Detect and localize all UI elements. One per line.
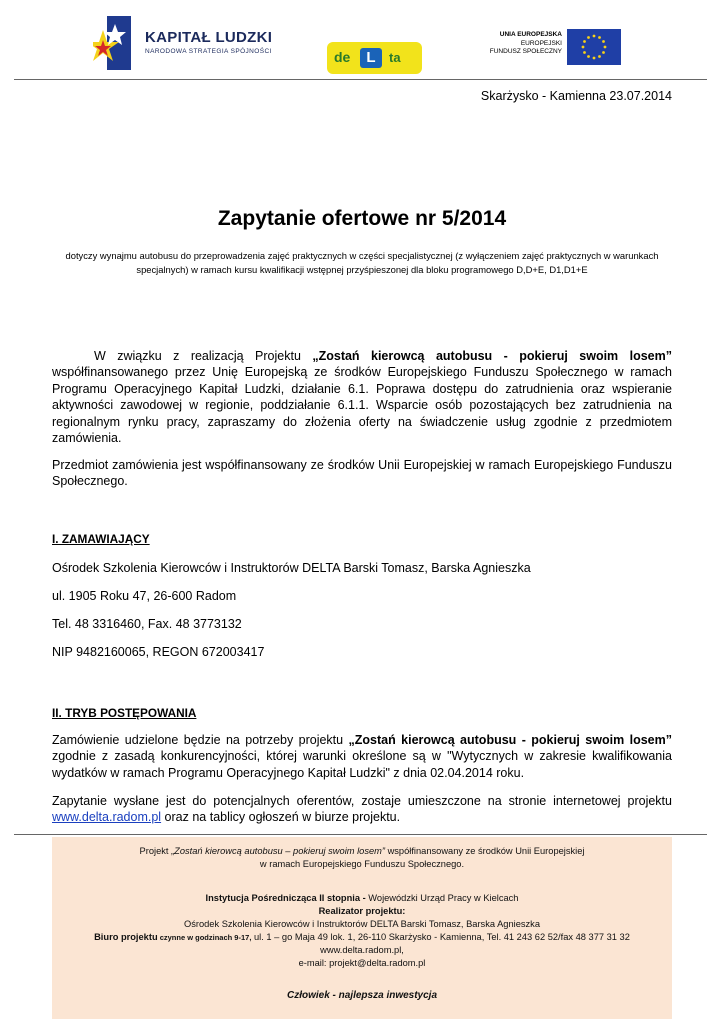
eu-flag-icon — [567, 29, 621, 65]
footer-office-label: Biuro projektu — [94, 932, 158, 942]
footer-realizator-name: Ośrodek Szkolenia Kierowców i Instruktorów DELTA Barski Tomasz, Barska Agnieszka — [183, 919, 540, 929]
intro-paragraph — [52, 348, 672, 446]
footer-institution-label: Instytucja Pośrednicząca II stopnia - — [205, 893, 366, 903]
publication-text-rest: oraz na tablicy ogłoszeń w biurze projektu. — [161, 810, 401, 825]
contractor-ids: NIP 9482160065, REGON 672003417 — [52, 645, 265, 659]
footer-institution-name: Wojewódzki Urząd Pracy w Kielcach — [365, 893, 519, 903]
footer-efs-line: w ramach Europejskiego Funduszu Społecznego. — [259, 859, 465, 869]
document-subtitle: dotyczy wynajmu autobusu do przeprowadzenia zajęć praktycznych w części specjalistycznej (z wyłączeniem zajęć praktycznych w warunkach specjalnych) w ramach kursu kwalifikacji wstępnej przyśpieszonej dla bloku programowego D,D+E, D1,D1+E — [65, 250, 659, 275]
eu-label-line1: UNIA EUROPEJSKA — [499, 31, 562, 38]
publication-paragraph — [52, 793, 672, 826]
procedure-text-rest: zgodnie z zasadą konkurencyjności, której warunki określone są w "Wytycznych w zakresie kwalifikowania wydatków w ramach Programu Operacyjnego Kapitał Ludzki" z dnia 02.04.2014 roku. — [52, 749, 672, 780]
document-title: Zapytanie ofertowe nr 5/2014 — [217, 207, 507, 230]
footer-institution-line — [52, 892, 672, 905]
eu-label-line3: FUNDUSZ SPOŁECZNY — [489, 48, 562, 55]
delta-logo-l: L — [360, 48, 382, 68]
contractor-name: Ośrodek Szkolenia Kierowców i Instruktorów DELTA Barski Tomasz, Barska Agnieszka — [52, 561, 531, 575]
footer-slogan: Człowiek - najlepsza inwestycja — [286, 990, 438, 1001]
procedure-text: Zamówienie udzielone będzie na potrzeby projektu — [52, 733, 349, 747]
cofinancing-paragraph: Przedmiot zamówienia jest współfinansowany ze środków Unii Europejskiej w ramach Europejskiego Funduszu Społecznego. — [52, 458, 672, 489]
footer-box — [52, 837, 672, 1019]
contractor-address: ul. 1905 Roku 47, 26-600 Radom — [52, 589, 237, 603]
delta-logo-ta: ta — [389, 50, 401, 65]
contractor-phone: Tel. 48 3316460, Fax. 48 3773132 — [52, 617, 242, 631]
section-heading-tryb: II. TRYB POSTĘPOWANIA — [52, 706, 197, 720]
footer-office-address: ul. 1 – go Maja 49 lok. 1, 26-110 Skarżysko - Kamienna, Tel. 41 243 62 52/fax 48 377 31 32 — [251, 932, 630, 942]
publication-text: Zapytanie wysłane jest do potencjalnych oferentów, zostaje umieszczone na stronie internetowej projektu — [52, 794, 672, 808]
kapital-ludzki-title: KAPITAŁ LUDZKI — [145, 29, 273, 46]
document-date: Skarżysko - Kamienna 23.07.2014 — [480, 89, 672, 103]
kapital-ludzki-subtitle: NARODOWA STRATEGIA SPÓJNOŚCI — [145, 48, 272, 55]
intro-text-rest: współfinansowanego przez Unię Europejską ze środków Europejskiego Funduszu Społecznego w ramach Programu Operacyjnego Kapitał Ludzki, działanie 6.1. Poprawa dostępu do zatrudnienia oraz wspieranie aktywności zawodowej w regionie, poddziałanie 6.1.1. Wsparcie osób pozostających bez zatrudnienia na regionalnym rynku pracy, zapraszamy do złożenia oferty na świadczenie usług zgodnie z przedmiotem zamówienia. — [52, 365, 672, 446]
eu-label — [478, 31, 562, 57]
section-heading-zamawiajacy: I. ZAMAWIAJĄCY — [52, 532, 150, 546]
footer-office-hours: czynne w godzinach 9-17, — [157, 933, 252, 942]
project-website-link[interactable]: www.delta.radom.pl — [52, 810, 162, 825]
header-divider — [14, 79, 707, 80]
footer-project-suffix: współfinansowany ze środków Unii Europejskiej — [384, 846, 585, 856]
footer-website: www.delta.radom.pl, — [320, 945, 404, 955]
footer-project-title: Zostań kierowcą autobusu – pokieruj swoim losem” — [174, 846, 385, 856]
project-name: „Zostań kierowcą autobusu - pokieruj swoim losem” — [312, 349, 672, 363]
eu-label-line2: EUROPEJSKI — [520, 39, 562, 47]
delta-logo — [327, 42, 422, 74]
delta-logo-de: de — [334, 49, 351, 65]
footer-project-prefix: Projekt „ — [139, 846, 175, 856]
kapital-ludzki-logo-icon — [93, 16, 131, 70]
footer-project-line — [52, 845, 672, 858]
project-name-2: „Zostań kierowcą autobusu - pokieruj swoim losem” — [348, 733, 672, 747]
footer-office-line — [52, 931, 672, 944]
intro-text: W związku z realizacją Projektu — [94, 349, 313, 363]
footer-divider — [14, 834, 707, 835]
footer-email: e-mail: projekt@delta.radom.pl — [298, 958, 426, 968]
procedure-paragraph — [52, 732, 672, 781]
footer-realizator-label: Realizator projektu: — [318, 906, 406, 916]
